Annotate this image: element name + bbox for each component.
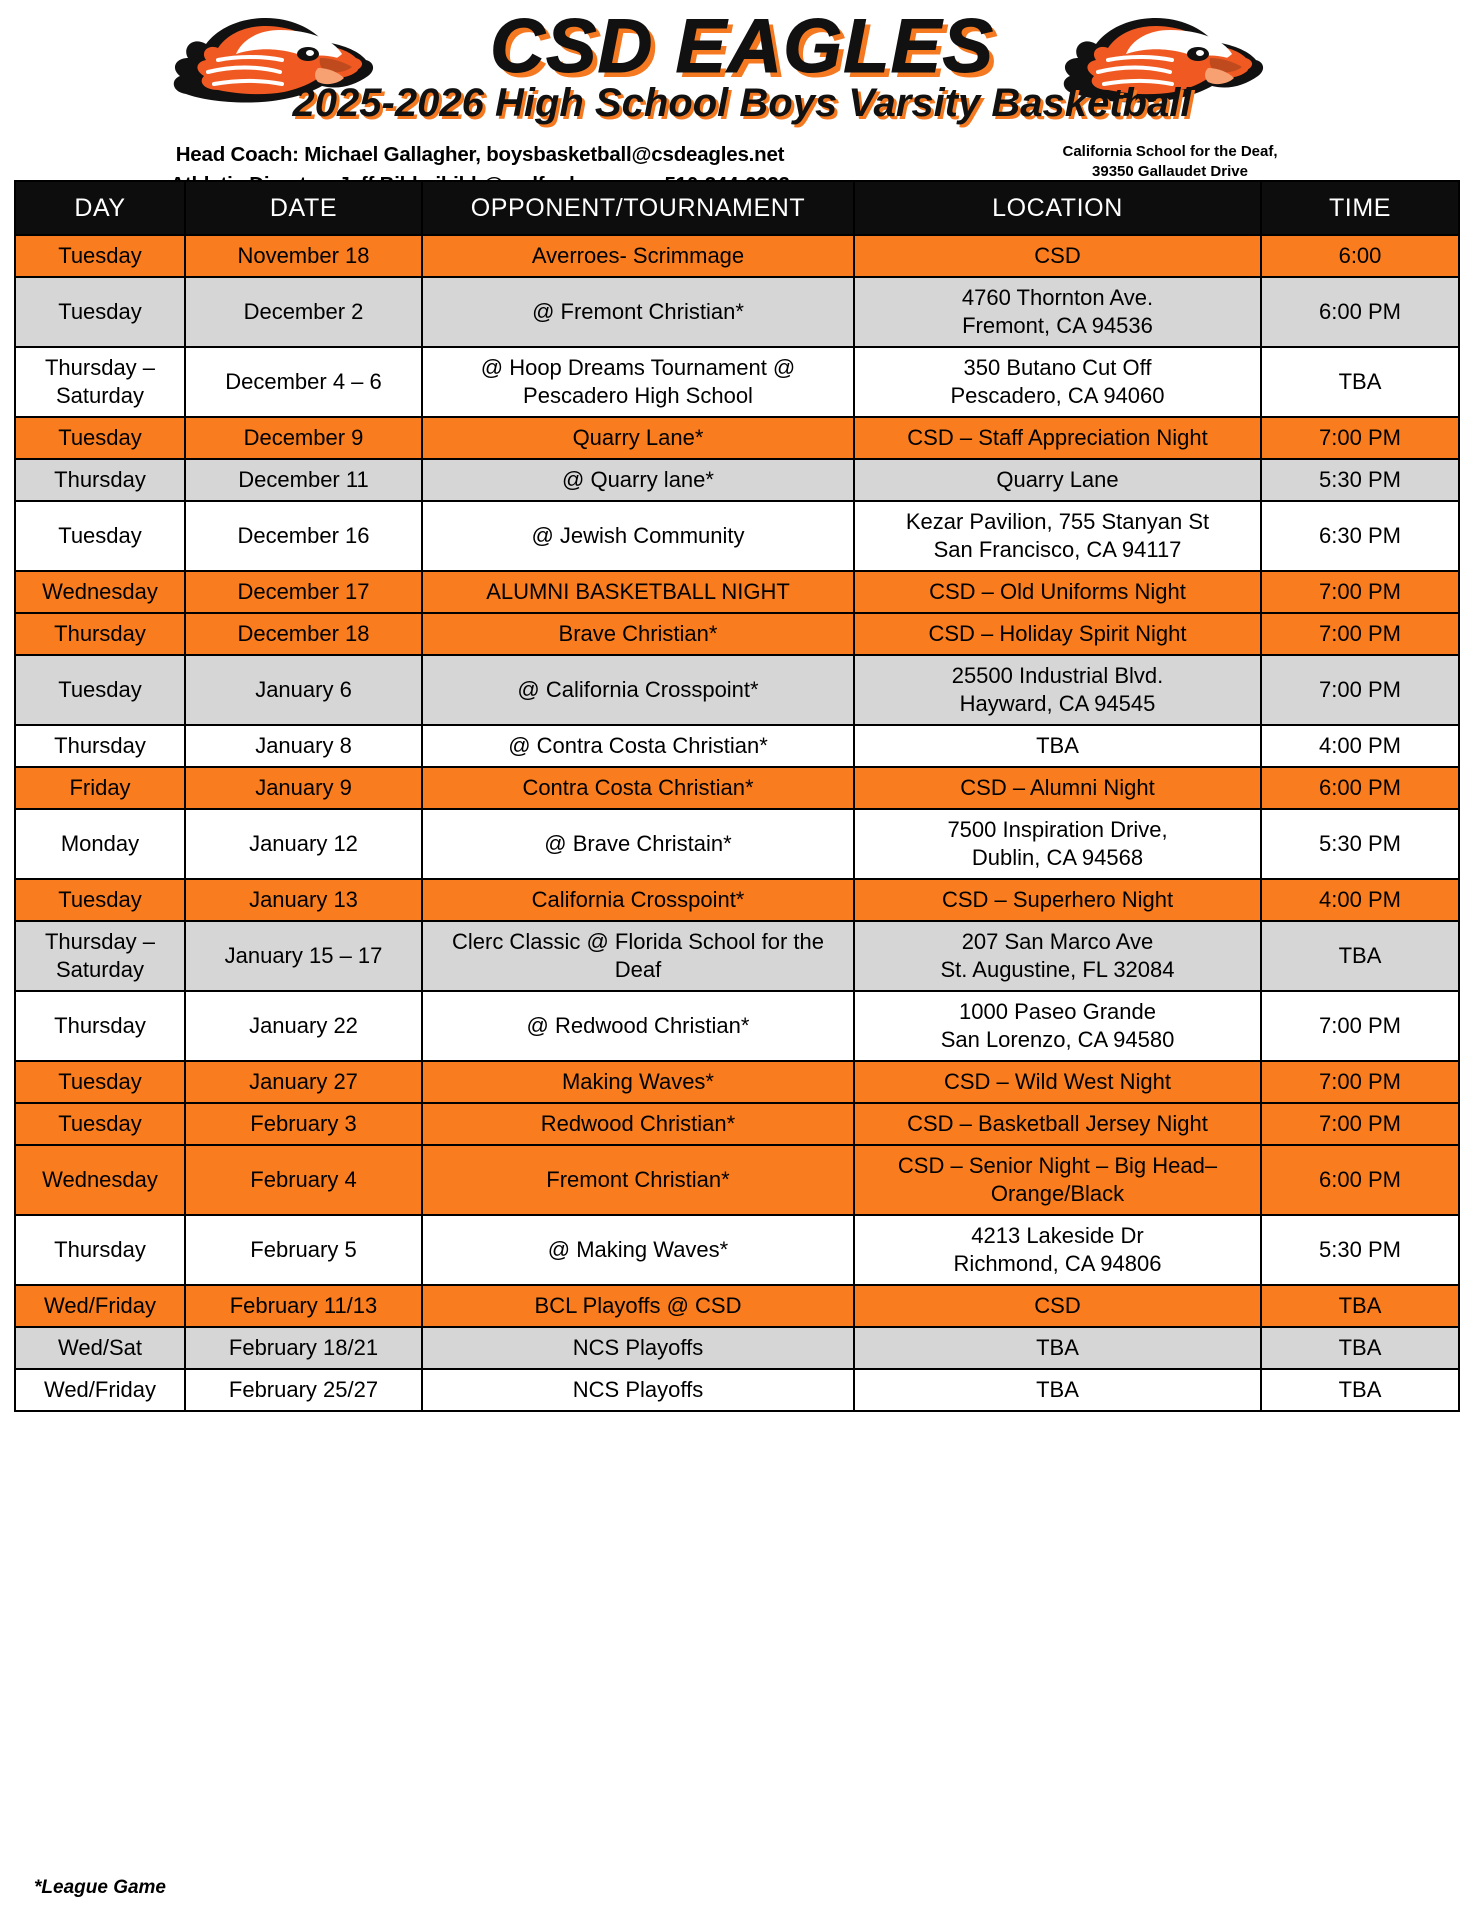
cell-opponent: Brave Christian* [422, 613, 854, 655]
cell-opponent: @ Contra Costa Christian* [422, 725, 854, 767]
cell-opponent: @ Redwood Christian* [422, 991, 854, 1061]
cell-date: January 13 [185, 879, 422, 921]
cell-location: TBA [854, 725, 1261, 767]
cell-opponent: @ Hoop Dreams Tournament @ Pescadero High School [422, 347, 854, 417]
cell-location: CSD – Superhero Night [854, 879, 1261, 921]
header-row [15, 181, 1459, 235]
cell-location: Quarry Lane [854, 459, 1261, 501]
cell-time: 7:00 PM [1261, 655, 1459, 725]
cell-location: 350 Butano Cut Off Pescadero, CA 94060 [854, 347, 1261, 417]
table-row [15, 1285, 1459, 1327]
cell-day: Tuesday [15, 1103, 185, 1145]
cell-day: Wednesday [15, 1145, 185, 1215]
cell-time: 5:30 PM [1261, 1215, 1459, 1285]
cell-day: Thursday – Saturday [15, 921, 185, 991]
table-row [15, 1145, 1459, 1215]
cell-location: 207 San Marco Ave St. Augustine, FL 32084 [854, 921, 1261, 991]
table-row [15, 725, 1459, 767]
league-game-footnote: *League Game [34, 1877, 166, 1898]
cell-opponent: California Crosspoint* [422, 879, 854, 921]
cell-time: 7:00 PM [1261, 1103, 1459, 1145]
page-header [0, 0, 1484, 178]
cell-location: CSD – Basketball Jersey Night [854, 1103, 1261, 1145]
cell-day: Thursday [15, 725, 185, 767]
cell-opponent: Averroes- Scrimmage [422, 235, 854, 277]
table-row [15, 277, 1459, 347]
schedule-table [14, 180, 1460, 1412]
school-name: California School for the Deaf, [1062, 143, 1278, 160]
cell-time: TBA [1261, 921, 1459, 991]
table-row [15, 613, 1459, 655]
cell-time: 7:00 PM [1261, 991, 1459, 1061]
cell-time: TBA [1261, 347, 1459, 417]
cell-location: CSD – Senior Night – Big Head– Orange/Black [854, 1145, 1261, 1215]
column-header-location: LOCATION [854, 181, 1261, 235]
cell-time: 4:00 PM [1261, 879, 1459, 921]
table-row [15, 991, 1459, 1061]
cell-day: Monday [15, 809, 185, 879]
cell-opponent: Contra Costa Christian* [422, 767, 854, 809]
cell-time: 6:00 [1261, 235, 1459, 277]
cell-date: December 18 [185, 613, 422, 655]
cell-date: February 18/21 [185, 1327, 422, 1369]
cell-location: CSD – Holiday Spirit Night [854, 613, 1261, 655]
cell-location: CSD – Staff Appreciation Night [854, 417, 1261, 459]
table-row [15, 571, 1459, 613]
cell-location: TBA [854, 1327, 1261, 1369]
cell-opponent: ALUMNI BASKETBALL NIGHT [422, 571, 854, 613]
cell-date: February 3 [185, 1103, 422, 1145]
table-row [15, 501, 1459, 571]
cell-date: December 4 – 6 [185, 347, 422, 417]
cell-opponent: @ Making Waves* [422, 1215, 854, 1285]
cell-date: December 2 [185, 277, 422, 347]
cell-opponent: NCS Playoffs [422, 1369, 854, 1411]
cell-day: Friday [15, 767, 185, 809]
cell-time: 7:00 PM [1261, 1061, 1459, 1103]
cell-date: February 5 [185, 1215, 422, 1285]
cell-opponent: @ California Crosspoint* [422, 655, 854, 725]
cell-time: 7:00 PM [1261, 613, 1459, 655]
cell-time: 6:00 PM [1261, 767, 1459, 809]
cell-day: Wed/Friday [15, 1285, 185, 1327]
cell-opponent: Clerc Classic @ Florida School for the Deaf [422, 921, 854, 991]
cell-date: December 9 [185, 417, 422, 459]
table-row [15, 1103, 1459, 1145]
cell-time: 7:00 PM [1261, 571, 1459, 613]
cell-date: January 8 [185, 725, 422, 767]
cell-day: Thursday [15, 991, 185, 1061]
table-row [15, 1327, 1459, 1369]
cell-day: Tuesday [15, 417, 185, 459]
cell-day: Tuesday [15, 1061, 185, 1103]
cell-location: 1000 Paseo Grande San Lorenzo, CA 94580 [854, 991, 1261, 1061]
cell-time: 5:30 PM [1261, 809, 1459, 879]
head-coach-line: Head Coach: Michael Gallagher, boysbasketball@csdeagles.net [175, 143, 785, 166]
table-row [15, 1215, 1459, 1285]
cell-date: November 18 [185, 235, 422, 277]
table-row [15, 235, 1459, 277]
cell-opponent: BCL Playoffs @ CSD [422, 1285, 854, 1327]
cell-day: Thursday – Saturday [15, 347, 185, 417]
cell-day: Thursday [15, 613, 185, 655]
cell-date: December 17 [185, 571, 422, 613]
cell-time: 7:00 PM [1261, 417, 1459, 459]
table-row [15, 417, 1459, 459]
cell-date: February 11/13 [185, 1285, 422, 1327]
cell-day: Thursday [15, 459, 185, 501]
cell-date: January 15 – 17 [185, 921, 422, 991]
cell-location: 4213 Lakeside Dr Richmond, CA 94806 [854, 1215, 1261, 1285]
cell-date: February 4 [185, 1145, 422, 1215]
cell-time: 4:00 PM [1261, 725, 1459, 767]
cell-day: Wed/Sat [15, 1327, 185, 1369]
column-header-opponent: OPPONENT/TOURNAMENT [422, 181, 854, 235]
cell-time: TBA [1261, 1327, 1459, 1369]
cell-location: CSD [854, 1285, 1261, 1327]
table-row [15, 655, 1459, 725]
cell-location: 4760 Thornton Ave. Fremont, CA 94536 [854, 277, 1261, 347]
cell-date: December 16 [185, 501, 422, 571]
cell-day: Tuesday [15, 277, 185, 347]
table-row [15, 767, 1459, 809]
cell-time: 6:30 PM [1261, 501, 1459, 571]
cell-opponent: @ Quarry lane* [422, 459, 854, 501]
cell-opponent: @ Fremont Christian* [422, 277, 854, 347]
cell-day: Tuesday [15, 655, 185, 725]
column-header-date: DATE [185, 181, 422, 235]
cell-day: Thursday [15, 1215, 185, 1285]
cell-location: CSD – Wild West Night [854, 1061, 1261, 1103]
cell-location: CSD – Old Uniforms Night [854, 571, 1261, 613]
cell-opponent: Making Waves* [422, 1061, 854, 1103]
schedule-table-wrapper [14, 180, 1458, 1412]
table-row [15, 1061, 1459, 1103]
cell-location: TBA [854, 1369, 1261, 1411]
table-body [15, 235, 1459, 1411]
cell-time: 6:00 PM [1261, 277, 1459, 347]
cell-opponent: Redwood Christian* [422, 1103, 854, 1145]
logo-band [0, 0, 1484, 125]
table-header [15, 181, 1459, 235]
column-header-day: DAY [15, 181, 185, 235]
column-header-time: TIME [1261, 181, 1459, 235]
cell-date: December 11 [185, 459, 422, 501]
cell-date: January 27 [185, 1061, 422, 1103]
cell-date: January 9 [185, 767, 422, 809]
cell-location: CSD [854, 235, 1261, 277]
page-title: CSD EAGLES [489, 4, 995, 89]
table-row [15, 459, 1459, 501]
cell-date: February 25/27 [185, 1369, 422, 1411]
table-row [15, 879, 1459, 921]
cell-opponent: NCS Playoffs [422, 1327, 854, 1369]
cell-opponent: Quarry Lane* [422, 417, 854, 459]
cell-day: Wed/Friday [15, 1369, 185, 1411]
cell-date: January 12 [185, 809, 422, 879]
cell-location: CSD – Alumni Night [854, 767, 1261, 809]
cell-location: 7500 Inspiration Drive, Dublin, CA 94568 [854, 809, 1261, 879]
cell-time: TBA [1261, 1369, 1459, 1411]
cell-time: TBA [1261, 1285, 1459, 1327]
cell-opponent: Fremont Christian* [422, 1145, 854, 1215]
table-row [15, 1369, 1459, 1411]
cell-day: Tuesday [15, 501, 185, 571]
table-row [15, 347, 1459, 417]
cell-opponent: @ Jewish Community [422, 501, 854, 571]
cell-day: Tuesday [15, 235, 185, 277]
cell-location: 25500 Industrial Blvd. Hayward, CA 94545 [854, 655, 1261, 725]
page-subtitle: 2025-2026 High School Boys Varsity Basketball [292, 81, 1192, 125]
cell-time: 6:00 PM [1261, 1145, 1459, 1215]
table-row [15, 809, 1459, 879]
cell-day: Wednesday [15, 571, 185, 613]
cell-date: January 22 [185, 991, 422, 1061]
cell-time: 5:30 PM [1261, 459, 1459, 501]
cell-date: January 6 [185, 655, 422, 725]
cell-day: Tuesday [15, 879, 185, 921]
cell-location: Kezar Pavilion, 755 Stanyan St San Francisco, CA 94117 [854, 501, 1261, 571]
table-row [15, 921, 1459, 991]
cell-opponent: @ Brave Christain* [422, 809, 854, 879]
school-street: 39350 Gallaudet Drive [1092, 163, 1248, 180]
